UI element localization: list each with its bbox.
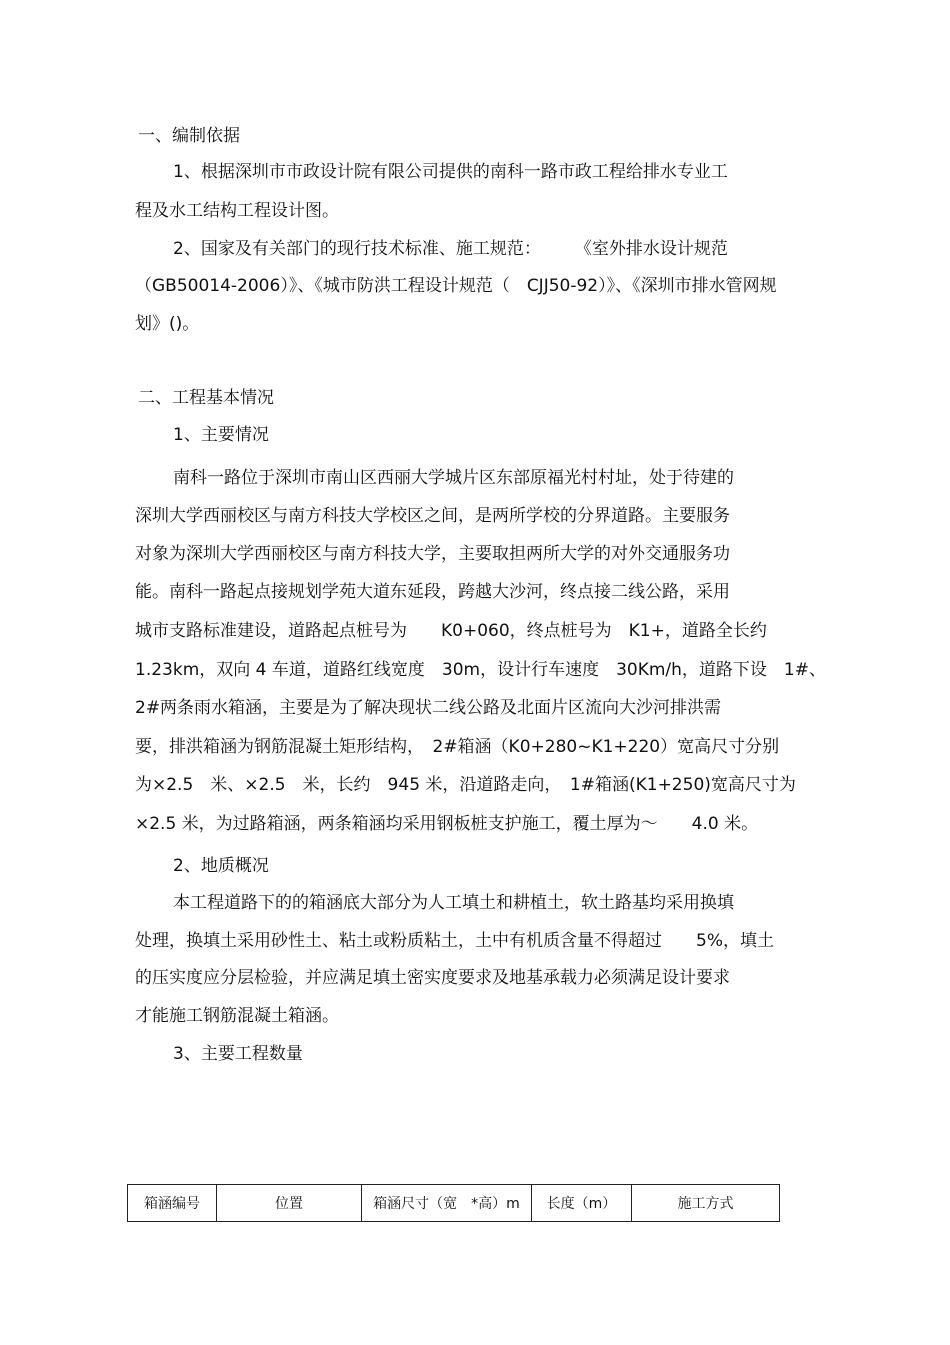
quantities-table (127, 1184, 780, 1222)
col-header-location: 位置 (217, 1185, 362, 1222)
subheading-main-situation: 1、主要情况 (173, 425, 269, 445)
geology-line: 的压实度应分层检验，并应满足填土密实度要求及地基承载力必须满足设计要求 (135, 968, 730, 988)
geology-line: 处理，换填土采用砂性土、粘土或粉质粘土，土中有机质含量不得超过 5%，填土 (135, 931, 774, 951)
situation-line: 为×2.5 米、×2.5 米，长约 945 米，沿道路走向， 1#箱涵(K1+250)宽高尺寸为 (135, 775, 796, 795)
situation-line: 要，排洪箱涵为钢筋混凝土矩形结构， 2#箱涵（K0+280~K1+220）宽高尺寸分别 (135, 737, 780, 757)
col-header-length: 长度（m） (532, 1185, 632, 1222)
geology-line: 本工程道路下的的箱涵底大部分为人工填土和耕植土，软土路基均采用换填 (173, 893, 734, 913)
col-header-box-id: 箱涵编号 (128, 1185, 217, 1222)
basis-item-1-line1: 1、根据深圳市市政设计院有限公司提供的南科一路市政工程给排水专业工 (173, 162, 728, 182)
situation-line: 2#两条雨水箱涵，主要是为了解决现状二线公路及北面片区流向大沙河排洪需 (135, 698, 722, 718)
table-header-row (128, 1185, 780, 1222)
situation-line: 能。南科一路起点接规划学苑大道东延段，跨越大沙河，终点接二线公路，采用 (135, 582, 730, 602)
basis-item-2-line1: 2、国家及有关部门的现行技术标准、施工规范： 《室外排水设计规范 (173, 239, 728, 259)
situation-line: 南科一路位于深圳市南山区西丽大学城片区东部原福光村村址，处于待建的 (173, 468, 734, 488)
subheading-geology: 2、地质概况 (173, 856, 269, 876)
situation-line: 城市支路标准建设，道路起点桩号为 K0+060，终点桩号为 K1+，道路全长约 (135, 621, 767, 641)
basis-item-2-line3: 划》()。 (135, 314, 200, 334)
situation-line: 深圳大学西丽校区与南方科技大学校区之间，是两所学校的分界道路。主要服务 (135, 506, 730, 526)
col-header-size: 箱涵尺寸（宽 *高）m (362, 1185, 532, 1222)
heading-basis: 一、编制依据 (138, 126, 240, 146)
basis-item-2-line2: （GB50014-2006）》、《城市防洪工程设计规范（ CJJ50-92）》、《深圳市排水管网规 (135, 276, 777, 296)
subheading-quantities: 3、主要工程数量 (173, 1044, 303, 1064)
heading-overview: 二、工程基本情况 (138, 388, 274, 408)
geology-line: 才能施工钢筋混凝土箱涵。 (135, 1006, 339, 1026)
col-header-method: 施工方式 (632, 1185, 780, 1222)
situation-line: 1.23km，双向 4 车道，道路红线宽度 30m，设计行车速度 30Km/h，道路下设 1#、 (135, 660, 826, 680)
situation-line: 对象为深圳大学西丽校区与南方科技大学，主要取担两所大学的对外交通服务功 (135, 544, 730, 564)
situation-line: ×2.5 米，为过路箱涵，两条箱涵均采用钢板桩支护施工，覆土厚为～ 4.0 米。 (135, 814, 759, 834)
basis-item-1-line2: 程及水工结构工程设计图。 (135, 201, 339, 221)
